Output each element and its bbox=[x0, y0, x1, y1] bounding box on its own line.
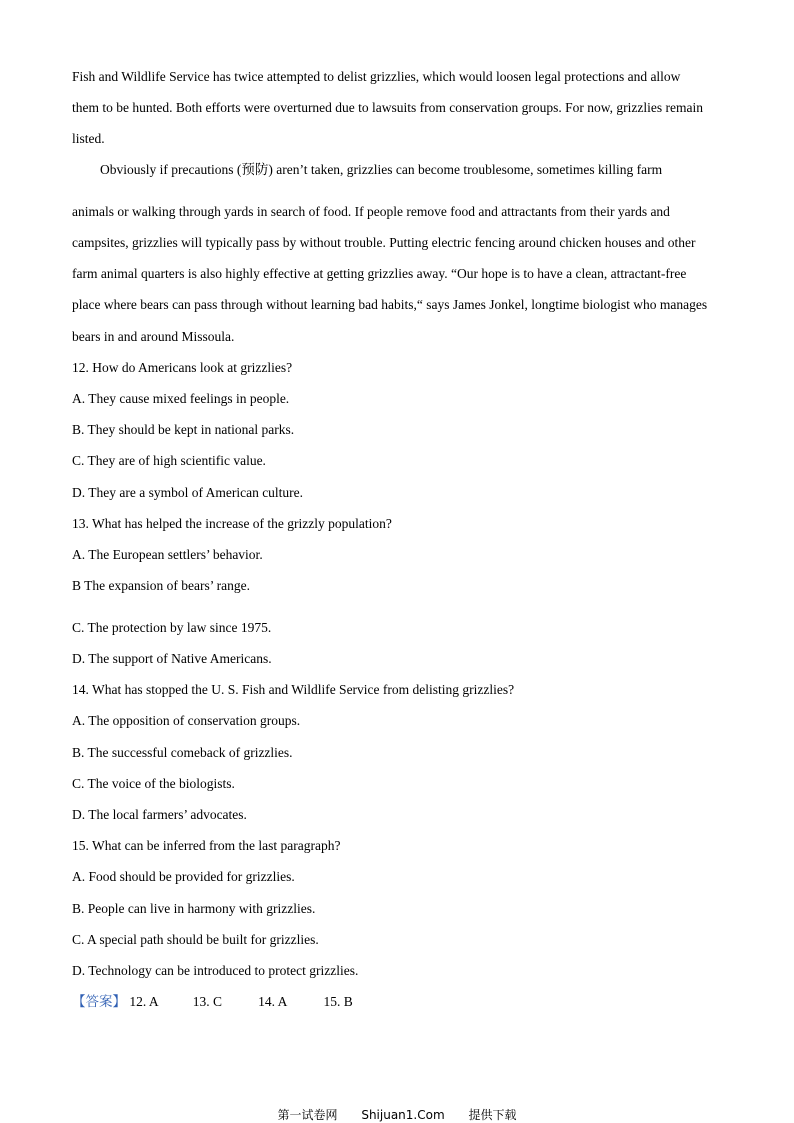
passage-line: farm animal quarters is also highly effective at getting grizzlies away. “Our hope is to have a clean, attractant-free bbox=[72, 266, 687, 281]
passage-line: Fish and Wildlife Service has twice attempted to delist grizzlies, which would loosen legal protections and allow bbox=[72, 69, 681, 84]
question-option: C. The voice of the biologists. bbox=[72, 776, 235, 791]
question-option: B. They should be kept in national parks. bbox=[72, 422, 295, 437]
question-option: D. The local farmers’ advocates. bbox=[72, 807, 247, 822]
question-option: D. The support of Native Americans. bbox=[72, 651, 272, 666]
question-option: B. The successful comeback of grizzlies. bbox=[72, 745, 293, 760]
answer-tag: 【答案】 bbox=[72, 994, 126, 1009]
question-option: D. They are a symbol of American culture. bbox=[72, 485, 304, 500]
passage-line: animals or walking through yards in search of food. If people remove food and attractants from their yards and bbox=[72, 204, 670, 219]
question-option: B The expansion of bears’ range. bbox=[72, 578, 250, 593]
question-option: B. People can live in harmony with grizzlies. bbox=[72, 901, 316, 916]
question-stem: 15. What can be inferred from the last paragraph? bbox=[72, 838, 341, 853]
passage-line: them to be hunted. Both efforts were overturned due to lawsuits from conservation groups. For now, grizzlies remain bbox=[72, 100, 703, 115]
passage-line: campsites, grizzlies will typically pass by without trouble. Putting electric fencing around chicken houses and other bbox=[72, 235, 696, 250]
question-option: C. They are of high scientific value. bbox=[72, 453, 266, 468]
question-option: C. A special path should be built for grizzlies. bbox=[72, 932, 319, 947]
passage-line: place where bears can pass through without learning bad habits,“ says James Jonkel, longtime biologist who manages bbox=[72, 297, 708, 312]
footer-site-name: 第一试卷网 bbox=[277, 1108, 338, 1122]
passage-line: Obviously if precautions (预防) aren’t taken, grizzlies can become troublesome, sometimes killing farm bbox=[100, 162, 663, 177]
passage-line: listed. bbox=[72, 131, 105, 146]
answer-item: 14. A bbox=[258, 994, 288, 1009]
answer-key bbox=[72, 993, 353, 1011]
question-option: A. Food should be provided for grizzlies. bbox=[72, 869, 295, 884]
passage-line: bears in and around Missoula. bbox=[72, 329, 235, 344]
answer-item: 15. B bbox=[323, 994, 353, 1009]
question-option: C. The protection by law since 1975. bbox=[72, 620, 272, 635]
question-stem: 14. What has stopped the U. S. Fish and Wildlife Service from delisting grizzlies? bbox=[72, 682, 515, 697]
answer-item: 13. C bbox=[192, 994, 223, 1009]
question-stem: 12. How do Americans look at grizzlies? bbox=[72, 360, 293, 375]
answer-item: 12. A bbox=[129, 994, 159, 1009]
question-stem: 13. What has helped the increase of the grizzly population? bbox=[72, 516, 392, 531]
question-option: A. The opposition of conservation groups. bbox=[72, 713, 301, 728]
question-option: A. The European settlers’ behavior. bbox=[72, 547, 263, 562]
question-option: A. They cause mixed feelings in people. bbox=[72, 391, 290, 406]
question-option: D. Technology can be introduced to protect grizzlies. bbox=[72, 963, 359, 978]
footer bbox=[0, 1106, 794, 1123]
footer-download-note: 提供下载 bbox=[468, 1108, 517, 1122]
footer-site-url: Shijuan1.Com bbox=[361, 1108, 445, 1122]
